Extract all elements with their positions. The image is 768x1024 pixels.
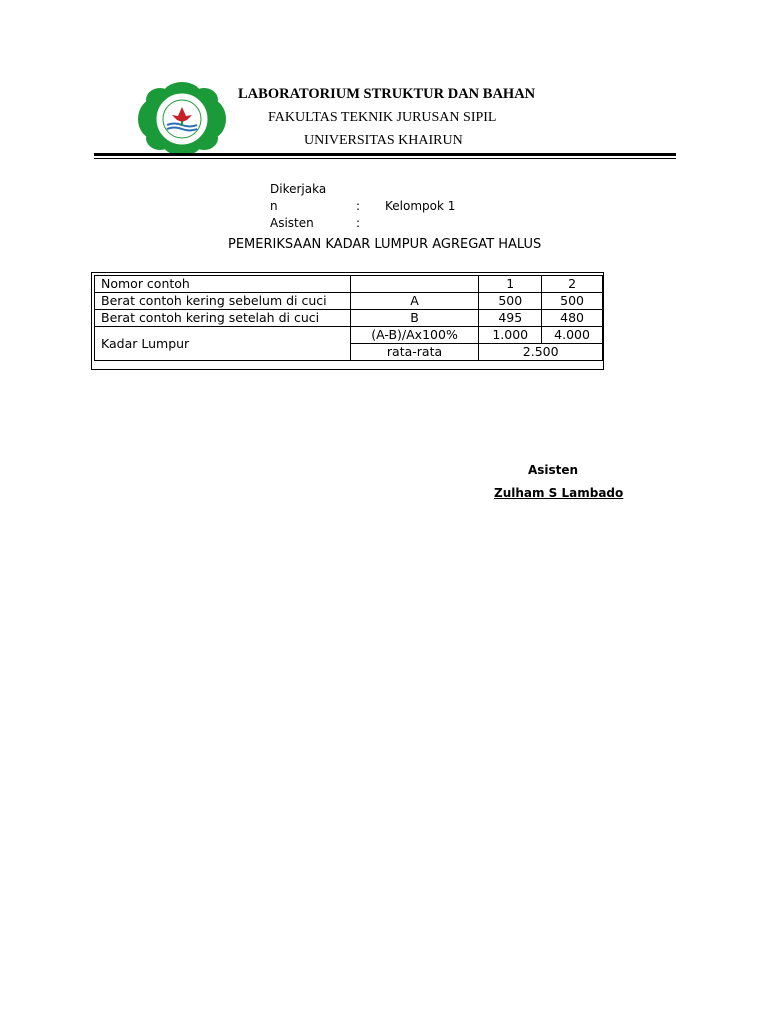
asisten-label: Asisten bbox=[270, 216, 314, 230]
row-label: Nomor contoh bbox=[95, 276, 351, 293]
header-divider-thick bbox=[94, 153, 676, 156]
signature-role: Asisten bbox=[528, 463, 579, 477]
asisten-colon: : bbox=[356, 216, 361, 230]
table-row bbox=[95, 276, 603, 293]
row-label: Berat contoh kering setelah di cuci bbox=[95, 310, 351, 327]
sample-2-cell: 4.000 bbox=[542, 327, 603, 344]
university-name: UNIVERSITAS KHAIRUN bbox=[304, 133, 463, 148]
sample-1-cell: 495 bbox=[479, 310, 542, 327]
row-key: (A-B)/Ax100% bbox=[350, 327, 479, 344]
table-row bbox=[95, 293, 603, 310]
sample-2-cell: 2 bbox=[542, 276, 603, 293]
average-cell: 2.500 bbox=[479, 344, 603, 361]
sample-1-cell: 500 bbox=[479, 293, 542, 310]
row-key: A bbox=[350, 293, 479, 310]
row-key: B bbox=[350, 310, 479, 327]
sample-2-cell: 500 bbox=[542, 293, 603, 310]
sample-1-cell: 1.000 bbox=[479, 327, 542, 344]
results-table bbox=[94, 275, 603, 361]
row-label: Kadar Lumpur bbox=[95, 327, 351, 361]
dikerjakan-label-part1: Dikerjaka bbox=[270, 182, 327, 196]
signature-name: Zulham S Lambado bbox=[494, 486, 624, 500]
results-table-frame bbox=[91, 272, 604, 370]
row-key bbox=[350, 276, 479, 293]
table-row bbox=[95, 327, 603, 344]
lab-name: LABORATORIUM STRUKTUR DAN BAHAN bbox=[238, 86, 536, 102]
report-title: PEMERIKSAAN KADAR LUMPUR AGREGAT HALUS bbox=[228, 237, 542, 252]
sample-1-cell: 1 bbox=[479, 276, 542, 293]
dikerjakan-value: Kelompok 1 bbox=[385, 199, 456, 213]
faculty-name: FAKULTAS TEKNIK JURUSAN SIPIL bbox=[268, 110, 497, 125]
row-key: rata-rata bbox=[350, 344, 479, 361]
university-logo bbox=[134, 80, 230, 158]
row-label: Berat contoh kering sebelum di cuci bbox=[95, 293, 351, 310]
dikerjakan-colon: : bbox=[356, 199, 361, 213]
sample-2-cell: 480 bbox=[542, 310, 603, 327]
table-row bbox=[95, 310, 603, 327]
dikerjakan-label-part2: n bbox=[270, 199, 278, 213]
header-divider-thin bbox=[94, 158, 676, 159]
